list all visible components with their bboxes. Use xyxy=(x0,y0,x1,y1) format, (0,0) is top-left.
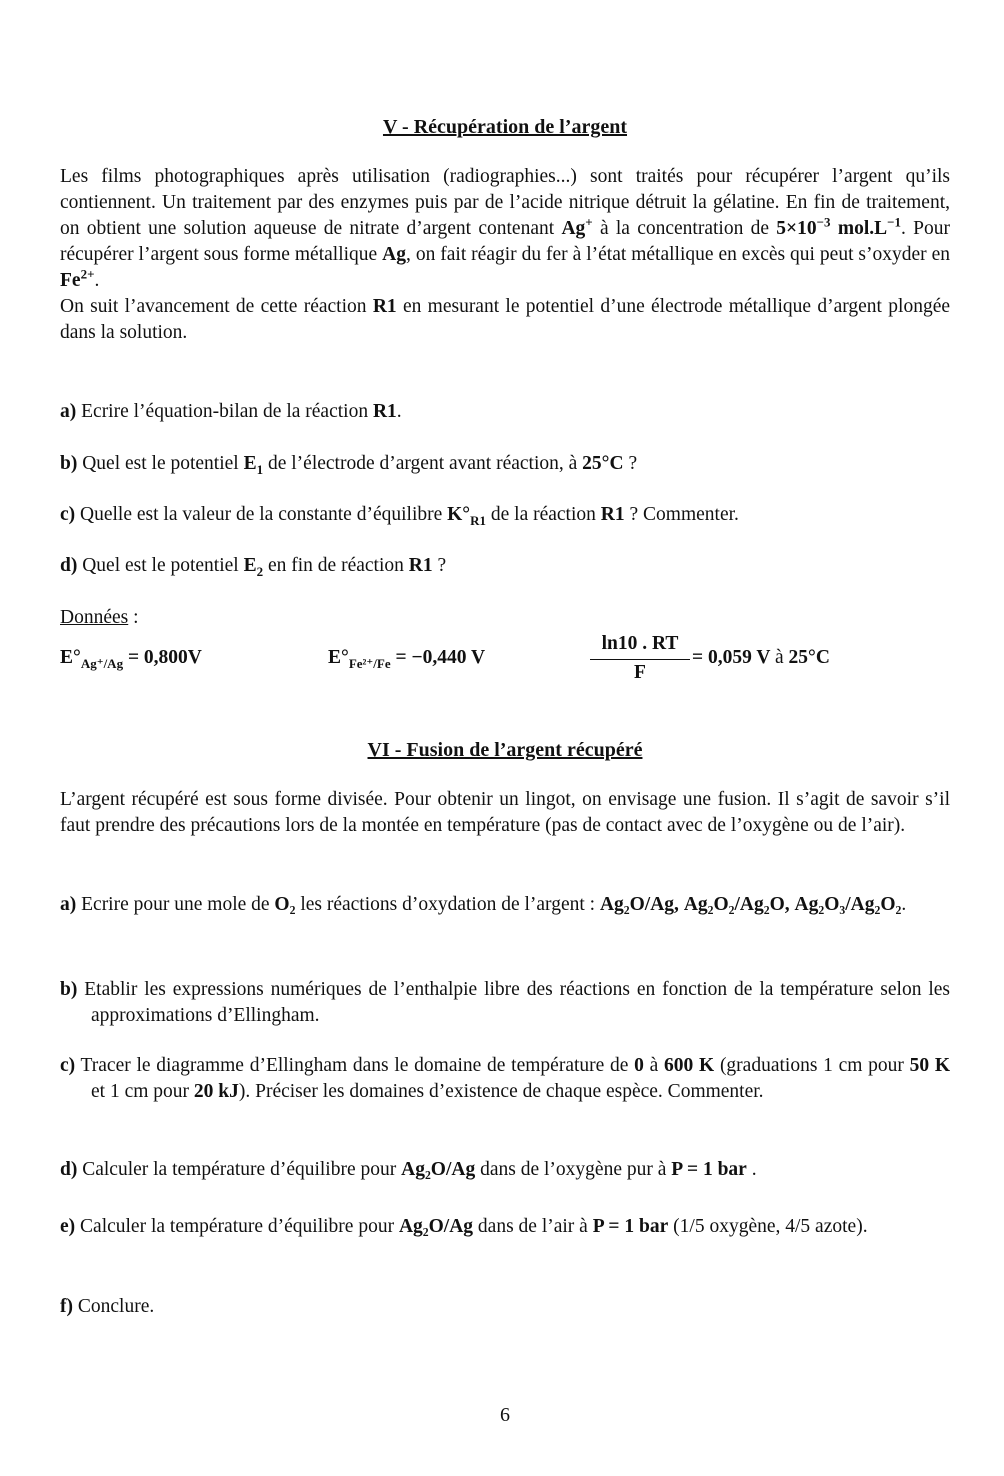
question-5b: b) Quel est le potentiel $E_1$ de l’électrode d’argent avant réaction, à 25°C ? xyxy=(60,453,638,477)
question-6f: f) Conclure. xyxy=(60,1296,155,1317)
question-6b: b) Etablir les expressions numériques de l’enthalpie libre des réactions en fonction de la température selon les approximations d’Ellingham. xyxy=(60,979,951,1026)
question-6e: e) Calculer la température d’équilibre pour Ag₂O/Ag dans de l’air à P = 1 bar (1/5 oxygène, 4/5 azote). xyxy=(60,1216,868,1237)
page-number: 6 xyxy=(500,1404,510,1426)
question-5d: d) Quel est le potentiel $E_2$ en fin de réaction R1 ? xyxy=(60,555,447,579)
data-label: Données : xyxy=(60,607,139,628)
nernst-constant-fraction: $\frac{\ln 10 . RT}{F}$ xyxy=(590,631,690,686)
question-5a: a) Ecrire l’équation-bilan de la réaction R1. xyxy=(60,401,402,422)
standard-potential-iron: $E^\circ_{Fe^{2+}/Fe} = -0,440$ V xyxy=(328,647,486,671)
question-5c: c) Quelle est la valeur de la constante d’équilibre $K^\circ_{R1}$ de la réaction R1 ? Commenter. xyxy=(60,504,739,528)
question-6d: d) Calculer la température d’équilibre pour Ag₂O/Ag dans de l’oxygène pur à P = 1 bar . xyxy=(60,1159,757,1180)
section-5-intro: Les films photographiques après utilisation (radiographies...) sont traités pour récupérer l’argent qu’ils contiennent. Un traitement par des enzymes puis par de l’acide nitrique détruit la gélatine. En fin de traitement, on obtient une solution aqueuse de nitrate d’argent contenant Ag+ à la concentration de $5\times 10^{-3}$ $mol.L^{-1}$. Pour récupérer l’argent sous forme métallique Ag, on fait réagir du fer à l’état métallique en excès qui peut s’oxyder en $Fe^{2+}$. On suit l’avancement de cette réaction R1 en mesurant le potentiel d’une électrode métallique d’argent plongée dans la solution. xyxy=(60,166,951,343)
section-6-title: VI - Fusion de l’argent récupéré xyxy=(367,739,643,761)
section-5-title: V - Récupération de l’argent xyxy=(382,116,628,138)
question-6a: a) Ecrire pour une mole de O₂ les réactions d’oxydation de l’argent : Ag₂O/Ag, Ag₂O₂/Ag₂O, Ag₂O₃/Ag₂O₂. xyxy=(60,894,907,915)
section-6-intro: L’argent récupéré est sous forme divisée. Pour obtenir un lingot, on envisage une fusion. Il s’agit de savoir s’il faut prendre des précautions lors de la montée en température (pas de contact avec de l’oxygène ou de l’air). xyxy=(60,789,950,836)
standard-potential-silver: $E^\circ_{Ag^+/Ag} = 0,800V$ xyxy=(60,647,202,671)
question-6c: c) Tracer le diagramme d’Ellingham dans le domaine de température de 0 à 600 K (graduations 1 cm pour 50 K et 1 cm pour 20 kJ). Préciser les domaines d’existence de chaque espèce. Commenter. xyxy=(60,1055,951,1102)
nernst-constant-value: = 0,059 V à 25°C xyxy=(692,647,830,668)
data-values xyxy=(60,631,950,691)
